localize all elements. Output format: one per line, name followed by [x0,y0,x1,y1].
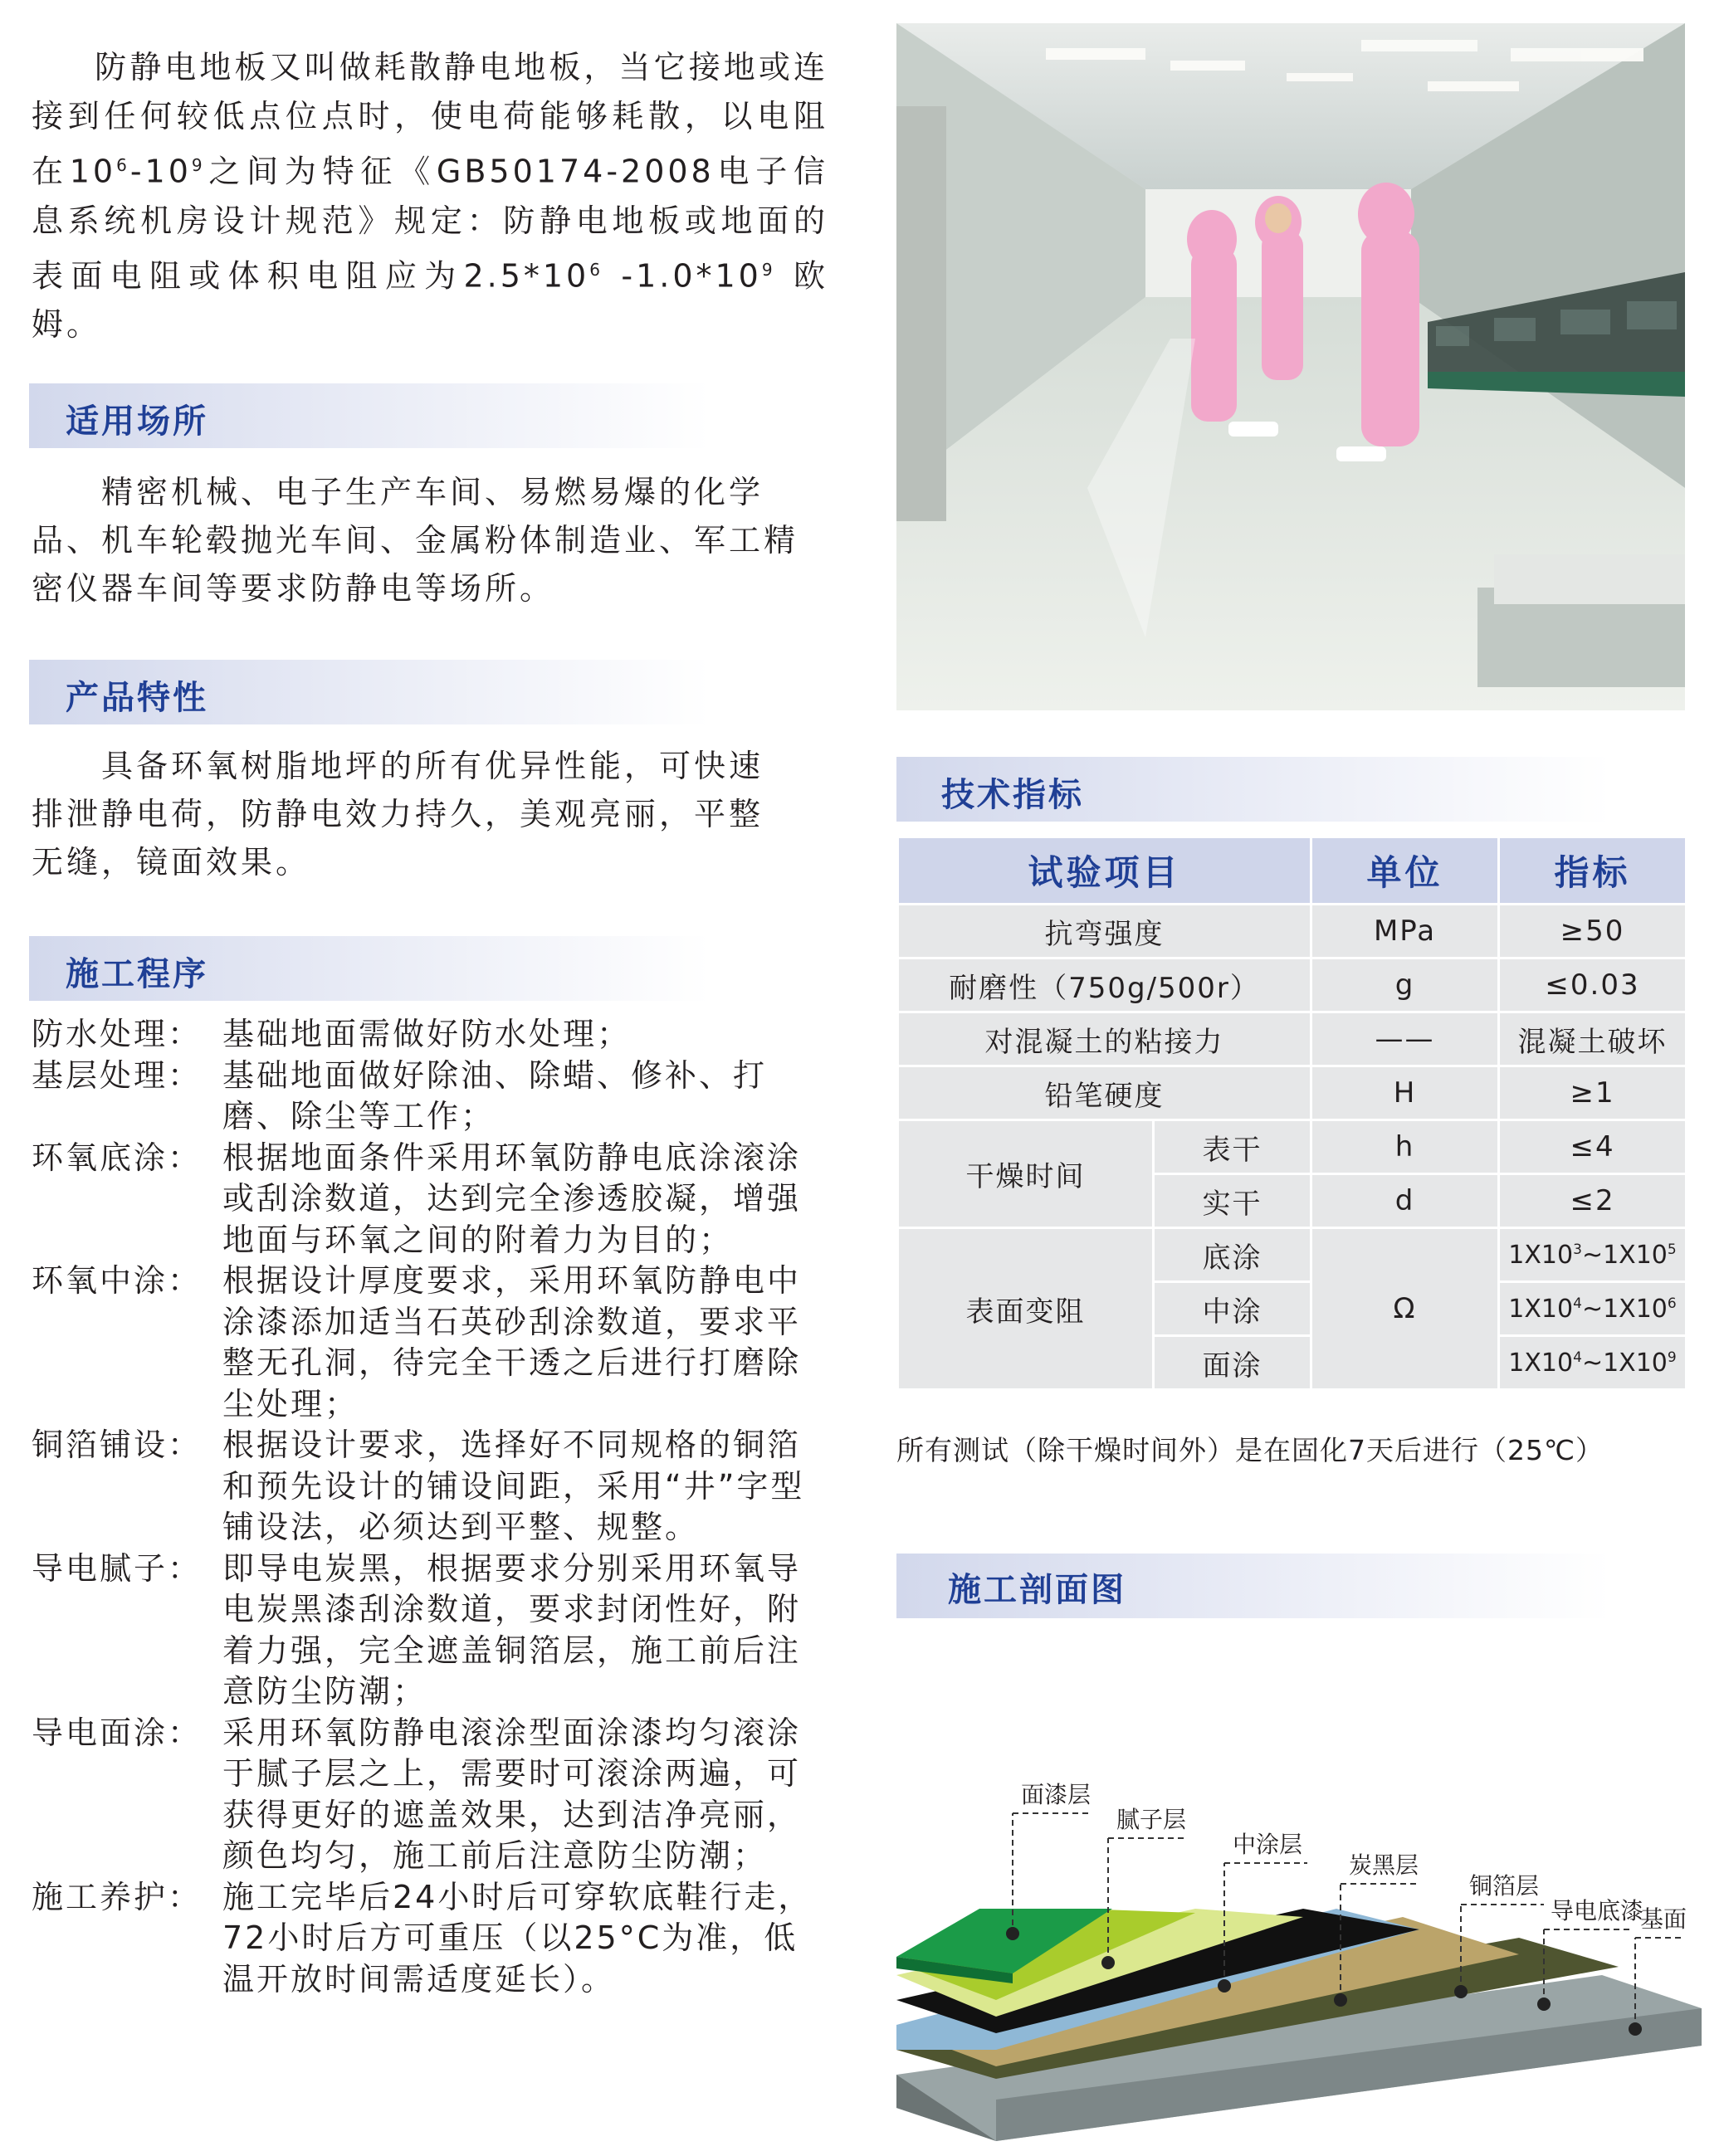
specs-title: 技术指标 [941,776,1084,814]
intro-text-5: 欧姆。 [32,257,828,344]
cell-subitem: 底涂 [1154,1228,1311,1282]
step-label: 施工养护： [32,1878,203,1915]
cell-unit: H [1311,1066,1499,1120]
value-exp: 5 [1667,1241,1677,1258]
procedure-step [32,1549,820,1713]
label-carbon: 炭黑层 [1349,1851,1419,1879]
applicable-paragraph [32,468,820,612]
intro-text-4: -1.0*10 [603,257,762,295]
label-primer: 导电底漆 [1551,1897,1644,1924]
cell-group: 表面变阻 [898,1228,1154,1390]
cell-subitem: 面涂 [1154,1336,1311,1390]
intro-exp-4: 9 [761,259,776,280]
table-row [898,1120,1687,1174]
table-header-row [898,837,1687,905]
cell-value: ≤4 [1499,1120,1687,1174]
step-text: 即导电炭黑，根据要求分别采用环氧导电炭黑漆刮涂数道，要求封闭性好，附着力强，完全遮盖铜箔层，施工前后注意防尘防潮； [222,1549,802,1710]
cell-value [1499,1282,1687,1336]
procedure-title: 施工程序 [66,955,208,993]
value-part: 1X10 [1508,1240,1574,1270]
step-text: 基础地面需做好防水处理； [222,1016,632,1052]
value-part: ~1X10 [1581,1240,1668,1270]
cell-subitem: 实干 [1154,1174,1311,1228]
step-text: 根据设计要求，选择好不同规格的铜箔和预先设计的铺设间距，采用“井”字型铺设法，必须达到平整、规整。 [222,1427,805,1545]
applicable-text: 精密机械、电子生产车间、易燃易爆的化学品、机车轮毂抛光车间、金属粉体制造业、军工精密仪器车间等要求防静电等场所。 [32,474,799,607]
step-label: 基层处理： [32,1056,203,1094]
step-text: 施工完毕后24小时后可穿软底鞋行走，72小时后方可重压（以25°C为准，低温开放时间需适度延长）。 [222,1878,813,1997]
label-topcoat: 面漆层 [1021,1781,1092,1808]
cleanroom-photo [896,23,1685,710]
table-row [898,958,1687,1012]
step-label: 环氧底涂： [32,1139,203,1176]
cell-unit: g [1311,958,1499,1012]
value-exp: 6 [1667,1295,1677,1312]
intro-paragraph [32,43,828,349]
step-label: 防水处理： [32,1016,203,1052]
step-label: 环氧中涂： [32,1262,203,1299]
applicable-title: 适用场所 [66,402,208,441]
label-base: 基面 [1640,1905,1687,1933]
value-part: ~1X10 [1581,1348,1668,1378]
table-row [898,1066,1687,1120]
cell-value: ≤0.03 [1499,958,1687,1012]
step-label: 导电腻子： [32,1549,203,1587]
procedure-step [32,1056,820,1138]
step-text: 采用环氧防静电滚涂型面涂漆均匀滚涂于腻子层之上，需要时可滚涂两遍，可获得更好的遮盖效果，达到洁净亮丽，颜色均匀，施工前后注意防尘防潮； [222,1714,802,1874]
diagram-title: 施工剖面图 [948,1571,1126,1609]
value-exp: 3 [1573,1241,1582,1258]
label-putty: 腻子层 [1116,1806,1187,1833]
cell-value: ≥1 [1499,1066,1687,1120]
features-text: 具备环氧树脂地坪的所有优异性能，可快速排泄静电荷，防静电效力持久，美观亮丽，平整无缝，镜面效果。 [32,748,764,880]
intro-exp-1: 6 [116,155,130,175]
features-paragraph [32,742,795,886]
diagram-header [896,1554,1610,1618]
header-unit: 单位 [1311,837,1499,905]
section-diagram [888,1751,1710,2141]
procedure-step [32,1014,820,1056]
cell-value: ≥50 [1499,905,1687,958]
table-row [898,905,1687,958]
procedure-steps [32,1014,820,2000]
features-header [29,660,710,724]
cell-value [1499,1228,1687,1282]
cell-unit: MPa [1311,905,1499,958]
table-row [898,1012,1687,1066]
specs-header [896,757,1610,822]
cell-unit: d [1311,1174,1499,1228]
intro-text-3: 之间为特征《GB50174-2008电子信息系统机房设计规范》规定：防静电地板或地面的表面电阻或体积电阻应为2.5*10 [32,153,828,295]
table-row [898,1228,1687,1282]
procedure-step [32,1261,820,1425]
cell-unit: —— [1311,1012,1499,1066]
step-text: 根据地面条件采用环氧防静电底涂滚涂或刮涂数道，达到完全渗透胶凝，增强地面与环氧之间的附着力为目的； [222,1139,802,1258]
header-item: 试验项目 [898,837,1311,905]
procedure-step [32,1425,820,1549]
cell-subitem: 中涂 [1154,1282,1311,1336]
cell-value: 混凝土破坏 [1499,1012,1687,1066]
procedure-step [32,1713,820,1877]
intro-text-2: -10 [129,153,192,190]
label-copper: 铜箔层 [1469,1872,1540,1900]
label-midcoat: 中涂层 [1233,1831,1303,1858]
specs-table [896,836,1687,1391]
cell-item: 抗弯强度 [898,905,1311,958]
value-part: ~1X10 [1581,1294,1668,1324]
intro-text-1: 防静电地板又叫做耗散静电地板，当它接地或连接到任何较低点位点时，使电荷能够耗散，以电阻在10 [32,49,828,190]
value-exp: 4 [1573,1295,1582,1312]
cell-subitem: 表干 [1154,1120,1311,1174]
value-exp: 9 [1667,1349,1677,1366]
step-text: 基础地面做好除油、除蜡、修补、打磨、除尘等工作； [222,1056,768,1134]
procedure-header [29,936,710,1001]
cell-unit: h [1311,1120,1499,1174]
applicable-header [29,383,710,448]
procedure-step [32,1138,820,1261]
cell-group: 干燥时间 [898,1120,1154,1228]
intro-exp-3: 6 [589,259,603,280]
cell-value [1499,1336,1687,1390]
specs-note: 所有测试（除干燥时间外）是在固化7天后进行（25℃） [896,1434,1604,1466]
procedure-step [32,1877,820,2001]
step-label: 铜箔铺设： [32,1427,203,1463]
cell-unit: Ω [1311,1228,1499,1390]
cell-item: 铅笔硬度 [898,1066,1311,1120]
step-label: 导电面涂： [32,1714,203,1751]
header-value: 指标 [1499,837,1687,905]
value-part: 1X10 [1508,1294,1574,1324]
value-part: 1X10 [1508,1348,1574,1378]
value-exp: 4 [1573,1349,1582,1366]
cell-value: ≤2 [1499,1174,1687,1228]
cell-item: 对混凝土的粘接力 [898,1012,1311,1066]
features-title: 产品特性 [66,679,208,717]
cell-item: 耐磨性（750g/500r） [898,958,1311,1012]
step-text: 根据设计厚度要求，采用环氧防静电中涂漆添加适当石英砂刮涂数道，要求平整无孔洞，待完全干透之后进行打磨除尘处理； [222,1262,802,1422]
intro-exp-2: 9 [191,155,206,175]
